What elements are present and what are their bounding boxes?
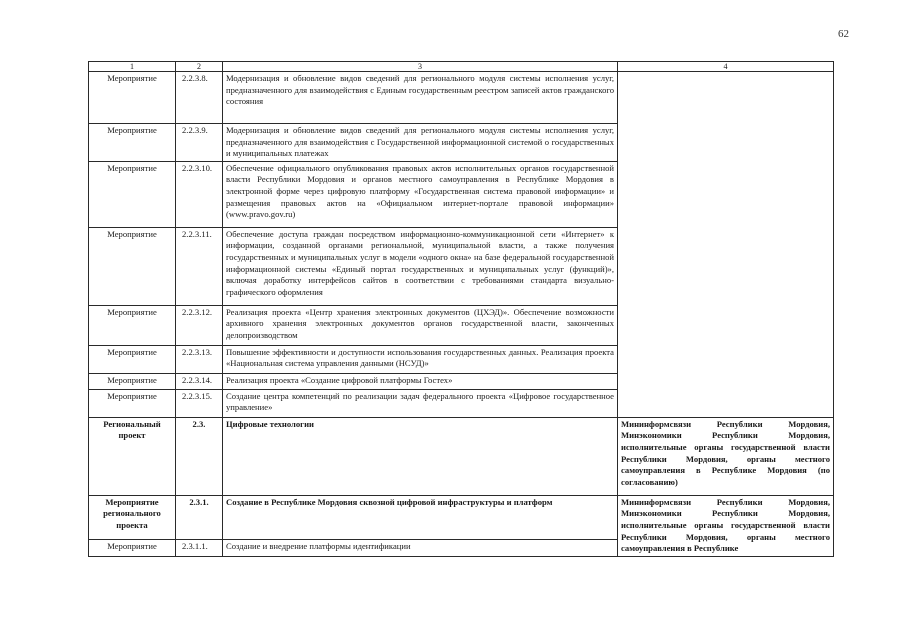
regional-project-title: Цифровые технологии	[223, 417, 618, 495]
measure-description: Обеспечение доступа граждан посредством информационно-коммуникационной сети «Интернет» к информации, созданной органами региональной, муниципальной власти, а также получения государственных и муниципальных услуг в модели «одного окна» на базе федеральной государственной информационной системы «Единый портал государственных и муниципальных услуг (функций)», включая доработку интерфейсов сайтов в соответствии с требованиями стандарта визуально-графического оформления	[223, 227, 618, 305]
measure-row	[89, 72, 834, 124]
measure-type: Мероприятие	[89, 305, 176, 345]
measure-type: Мероприятие	[89, 345, 176, 373]
column-header-1: 1	[89, 62, 176, 72]
regional-measure-code: 2.3.1.	[176, 495, 223, 539]
last-measure-code: 2.3.1.1.	[176, 539, 223, 556]
measure-code: 2.2.3.13.	[176, 345, 223, 373]
regional-project-row	[89, 417, 834, 495]
measure-type: Мероприятие	[89, 124, 176, 162]
measure-type: Мероприятие	[89, 161, 176, 227]
regional-project-responsible: Мининформсвязи Республики Мордовия, Минэкономики Республики Мордовия, исполнительные органы государственной власти Республики Мордовия, органы местного самоуправления в Республике Мордовия (по согласованию)	[618, 417, 834, 495]
measure-description: Реализация проекта «Создание цифровой платформы Гостех»	[223, 373, 618, 389]
measure-description: Модернизация и обновление видов сведений для регионального модуля системы исполнения услуг, предназначенного для взаимодействия с Единым государственным реестром записей актов гражданского состояния	[223, 72, 618, 124]
column-header-2: 2	[176, 62, 223, 72]
measure-description: Обеспечение официального опубликования правовых актов исполнительных органов государственной власти Республики Мордовия и органов местного самоуправления в Республике Мордовия в электронной форме через цифровую платформу «Государственная система правовой информации» и размещения правовых актов на «Официальном интернет-портале правовой информации» (www.pravo.gov.ru)	[223, 161, 618, 227]
measure-type: Мероприятие	[89, 389, 176, 417]
measure-code: 2.2.3.8.	[176, 72, 223, 124]
regional-project-type: Региональный проект	[89, 417, 176, 495]
regional-project-code: 2.3.	[176, 417, 223, 495]
measure-code: 2.2.3.10.	[176, 161, 223, 227]
measure-code: 2.2.3.11.	[176, 227, 223, 305]
column-header-3: 3	[223, 62, 618, 72]
measure-description: Создание центра компетенций по реализации задач федерального проекта «Цифровое государственное управление»	[223, 389, 618, 417]
measure-code: 2.2.3.12.	[176, 305, 223, 345]
measure-description: Повышение эффективности и доступности использования государственных данных. Реализация проекта «Национальная система управления данными (НСУД)»	[223, 345, 618, 373]
column-header-4: 4	[618, 62, 834, 72]
last-measure-type: Мероприятие	[89, 539, 176, 556]
regional-measure-title: Создание в Республике Мордовия сквозной цифровой инфраструктуры и платформ	[223, 495, 618, 539]
measure-code: 2.2.3.9.	[176, 124, 223, 162]
measure-description: Модернизация и обновление видов сведений для регионального модуля системы исполнения услуг, предназначенного для взаимодействия с Государственной информационной системой о государственных и муниципальных платежах	[223, 124, 618, 162]
regional-measure-type: Мероприятие регионального проекта	[89, 495, 176, 539]
measure-type: Мероприятие	[89, 72, 176, 124]
measure-type: Мероприятие	[89, 227, 176, 305]
table-body	[89, 72, 834, 557]
column-header-row	[89, 62, 834, 72]
measure-code: 2.2.3.14.	[176, 373, 223, 389]
measure-description: Реализация проекта «Центр хранения электронных документов (ЦХЭД)». Обеспечение возможности архивного хранения электронных документов органов государственной власти, законченных делопроизводством	[223, 305, 618, 345]
regional-measure-row	[89, 495, 834, 539]
measure-code: 2.2.3.15.	[176, 389, 223, 417]
regional-measure-responsible: Мининформсвязи Республики Мордовия, Минэкономики Республики Мордовия, исполнительные органы государственной власти Республики Мордовия, органы местного самоуправления в Республике	[618, 495, 834, 556]
measures-table	[88, 61, 834, 557]
last-measure-title: Создание и внедрение платформы идентификации	[223, 539, 618, 556]
page-number: 62	[838, 28, 849, 40]
measure-type: Мероприятие	[89, 373, 176, 389]
measures-responsible-cell	[618, 72, 834, 418]
